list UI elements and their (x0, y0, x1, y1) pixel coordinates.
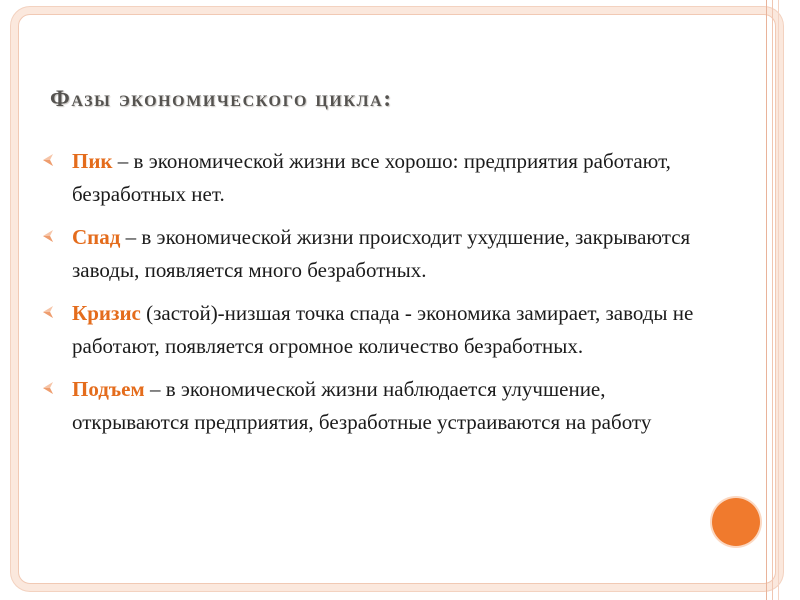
bullet-item-decline (40, 221, 700, 287)
bullet-term: Подъем (72, 377, 145, 401)
bullet-icon (42, 153, 54, 167)
bullet-term: Пик (72, 149, 113, 173)
bullet-text: – в экономической жизни происходит ухудшение, закрываются заводы, появляется много безработных. (72, 225, 691, 282)
bullet-text: (застой)-низшая точка спада - экономика замирает, заводы не работают, появляется огромное количество безработных. (72, 301, 694, 358)
bullet-list (40, 145, 700, 449)
bullet-term: Спад (72, 225, 121, 249)
bullet-icon (42, 381, 54, 395)
bullet-icon (42, 229, 54, 243)
decorative-rule (778, 0, 779, 600)
decorative-rule (766, 0, 767, 600)
bullet-icon (42, 305, 54, 319)
bullet-term: Кризис (72, 301, 141, 325)
bullet-text: – в экономической жизни все хорошо: предприятия работают, безработных нет. (72, 149, 671, 206)
bullet-item-peak (40, 145, 700, 211)
decorative-rule (772, 0, 773, 600)
bullet-item-crisis (40, 297, 700, 363)
bullet-item-recovery (40, 373, 700, 439)
decorative-circle (712, 498, 760, 546)
slide-title: Фазы экономического цикла: (50, 86, 393, 111)
bullet-text: – в экономической жизни наблюдается улучшение, открываются предприятия, безработные устраиваются на работу (72, 377, 652, 434)
